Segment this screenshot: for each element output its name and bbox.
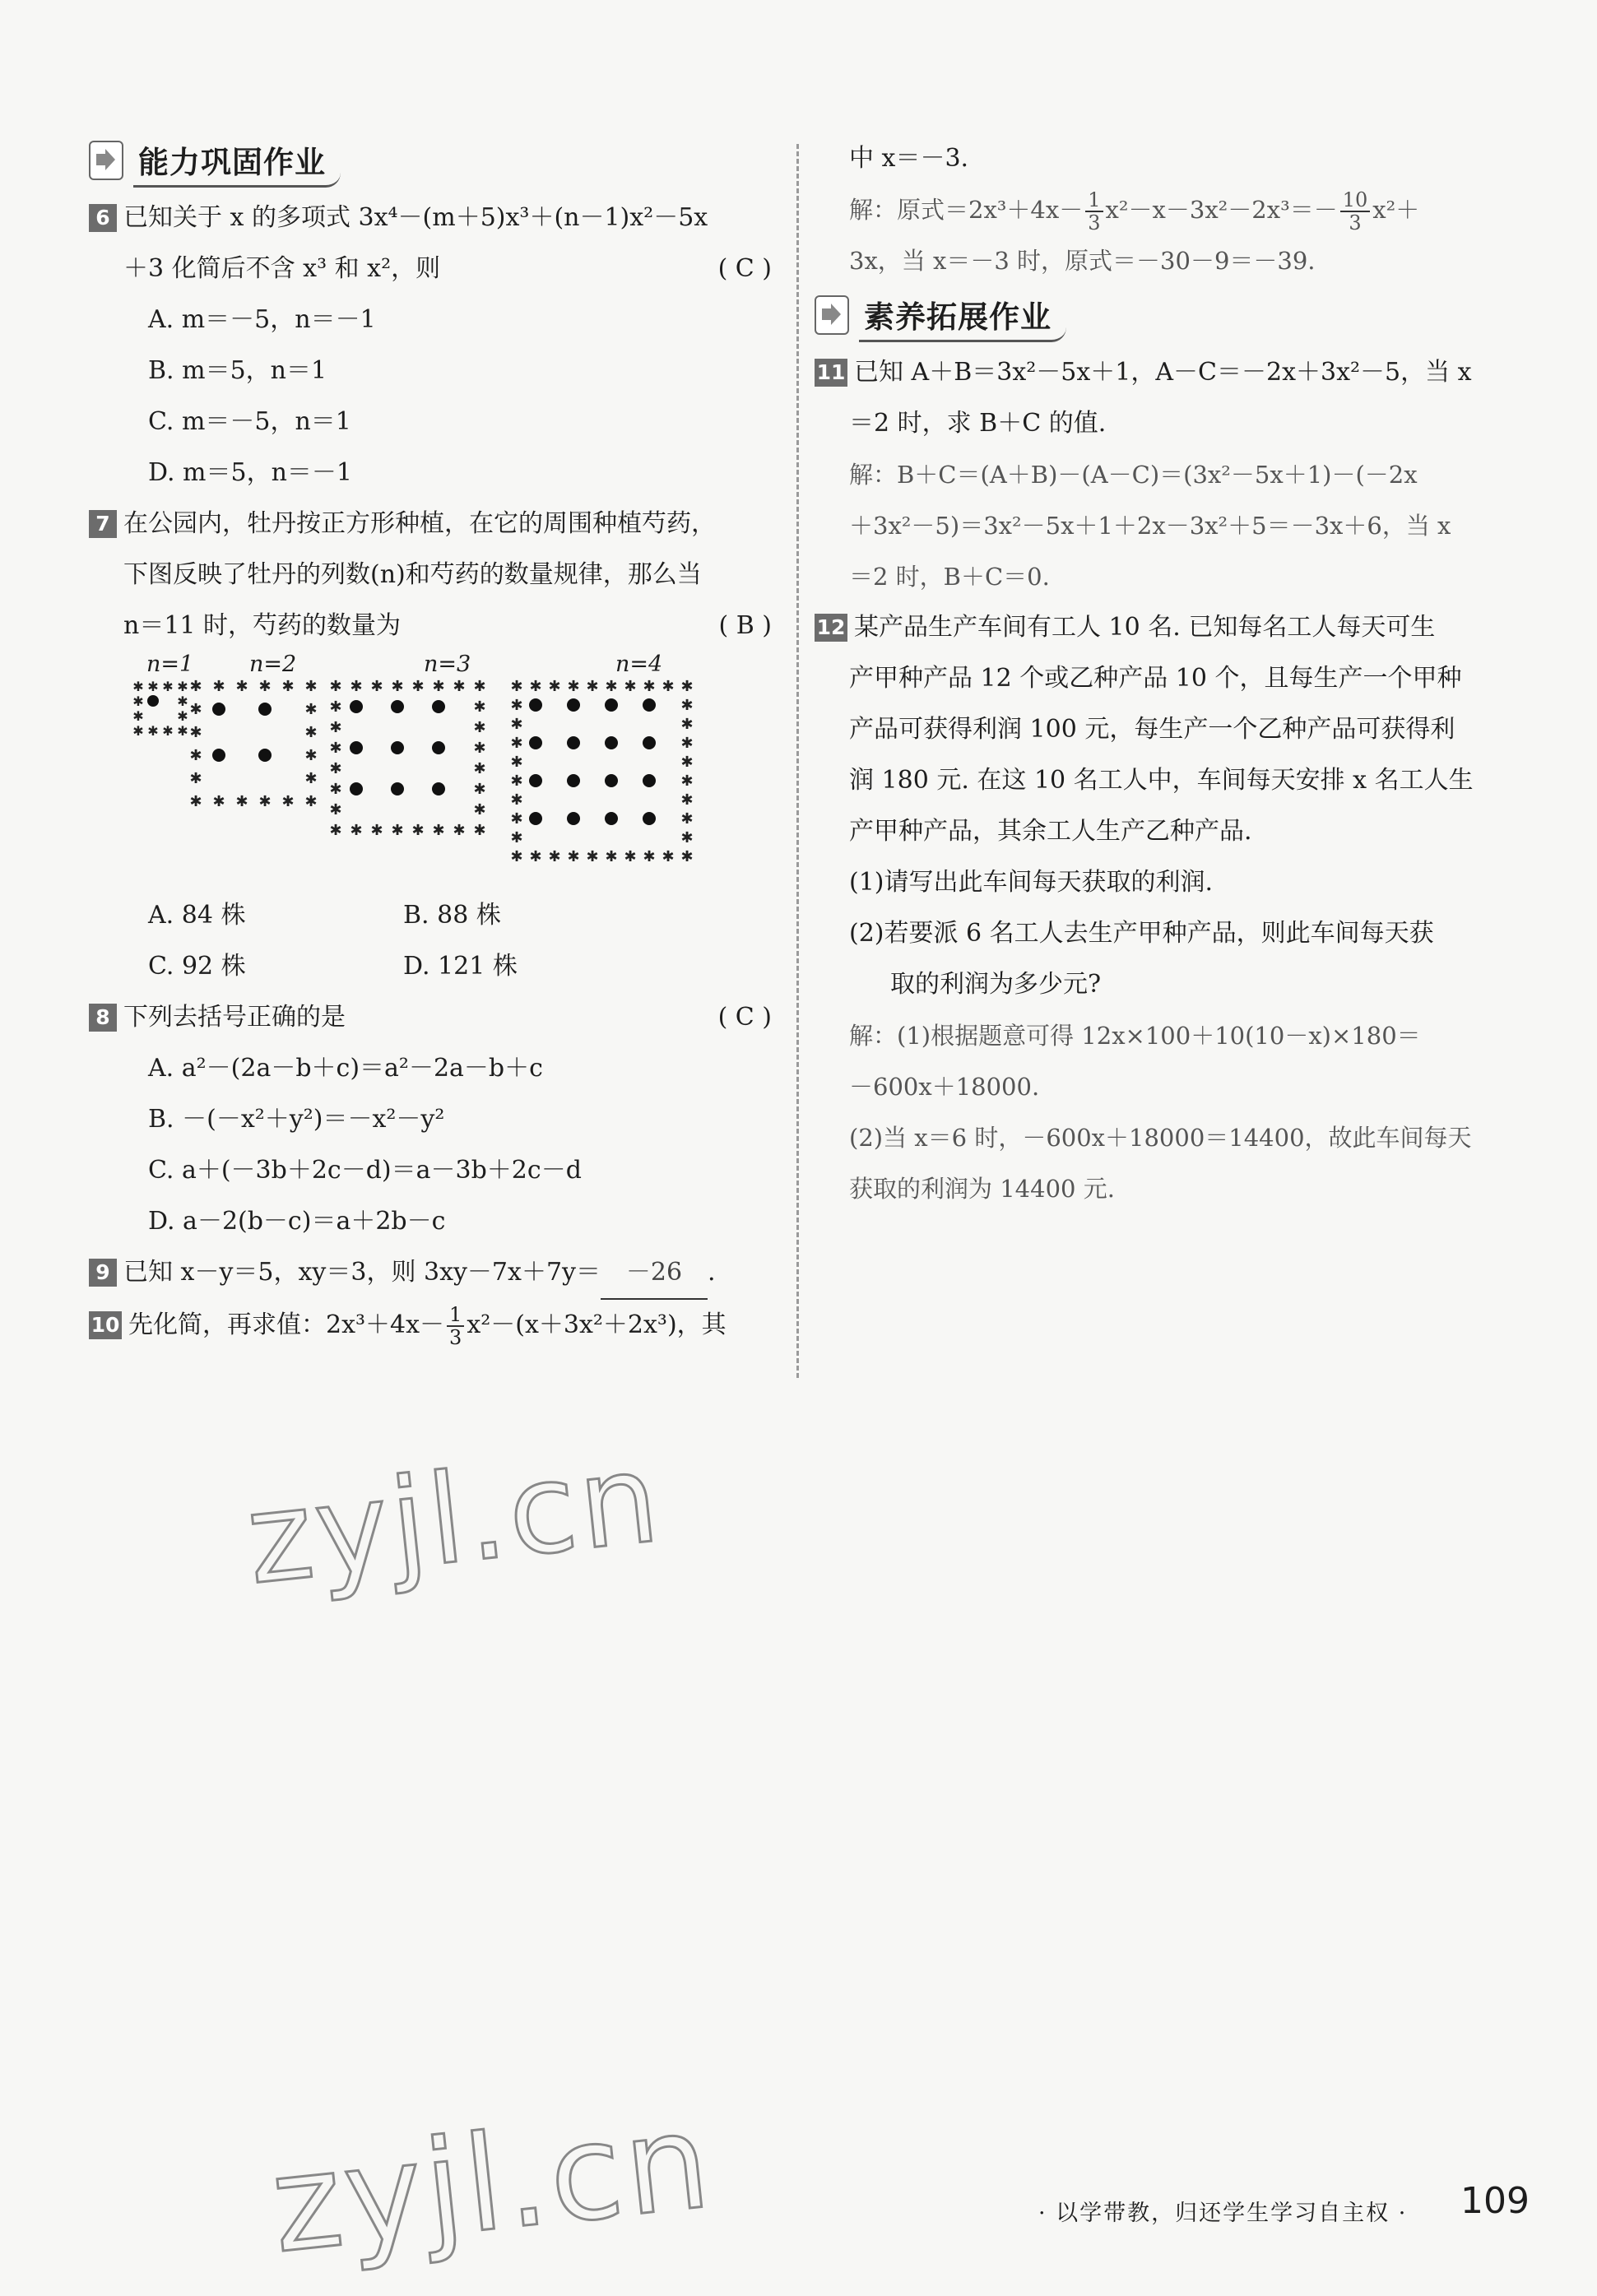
peony-border-star: ✱ [605,848,618,865]
question-text: 在公园内，牡丹按正方形种植，在它的周围种植芍药， [123,509,716,538]
peony-dot [258,749,272,762]
peony-dot [391,782,404,795]
peony-dot [432,741,445,754]
option: A. m＝－5，n＝－1 [148,305,376,334]
peony-border-star: ✱ [510,772,523,790]
peony-border-star: ✱ [304,701,318,718]
peony-border-star: ✱ [680,848,694,865]
peony-border-star: ✱ [329,822,342,839]
peony-dot [258,703,272,716]
peony-border-star: ✱ [281,793,295,810]
peony-border-star: ✱ [304,770,318,787]
peony-dot [567,736,580,749]
peony-border-star: ✱ [212,678,225,695]
peony-border-star: ✱ [510,791,523,809]
peony-border-star: ✱ [258,678,272,695]
peony-border-star: ✱ [350,822,363,839]
peony-border-star: ✱ [624,848,637,865]
peony-border-star: ✱ [132,693,144,709]
peony-dot [212,749,225,762]
question-part: (1)请写出此车间每天获取的利润. [849,868,1214,897]
peony-border-star: ✱ [162,723,174,739]
peony-border-star: ✱ [510,678,523,695]
right-column [815,133,1506,1214]
peony-border-star: ✱ [662,678,675,695]
solution-text [815,184,1506,235]
question-number: 10 [89,1311,122,1339]
peony-dot [643,698,656,712]
solution-text: －600x＋18000. [849,1073,1040,1101]
question-part: 取的利润为多少元? [890,970,1102,999]
section-title: 能力巩固作业 [133,134,341,188]
peony-border-star: ✱ [177,708,188,724]
question-text: 已知 A＋B＝3x²－5x＋1，A－C＝－2x＋3x²－5，当 x [854,358,1472,387]
peony-border-star: ✱ [147,679,159,694]
peony-border-star: ✱ [329,698,342,716]
peony-dot [567,774,580,787]
question-number: 12 [815,614,847,642]
solution-text: ＝2 时，B＋C＝0. [849,563,1050,591]
solution-part: x²－x－3x²－2x³＝－ [1105,196,1338,224]
watermark: zyjl.cn [264,2083,720,2283]
peony-border-star: ✱ [680,716,694,733]
peony-dot [147,695,159,707]
peony-dot [432,782,445,795]
peony-border-star: ✱ [510,810,523,828]
section-header-extension [815,286,1506,344]
solution-text: ＋3x²－5)＝3x²－5x＋1＋2x－3x²＋5＝－3x＋6，当 x [849,512,1451,540]
peony-border-star: ✱ [147,723,159,739]
question-8 [89,992,780,1247]
question-text: 先化简，再求值：2x³＋4x－ [128,1310,445,1339]
option: A. a²－(2a－b＋c)＝a²－2a－b＋c [148,1054,543,1083]
question-number: 8 [89,1004,117,1032]
peony-border-star: ✱ [453,822,466,839]
peony-dot [529,698,542,712]
peony-border-star: ✱ [189,747,202,764]
option: B. 88 株 [403,901,501,930]
question-11 [815,347,1506,602]
peony-border-star: ✱ [473,781,486,798]
peony-border-star: ✱ [548,678,561,695]
peony-dot [350,741,363,754]
peony-border-star: ✱ [680,754,694,771]
peony-dot [529,774,542,787]
question-7 [89,499,780,992]
question-text: 某产品生产车间有工人 10 名. 已知每名工人每天可生 [854,613,1436,642]
peony-border-star: ✱ [567,678,580,695]
peony-border-star: ✱ [680,678,694,695]
peony-dot [391,741,404,754]
figure-label: n=3 [424,652,471,677]
watermark: zyjl.cn [240,1426,668,1612]
peony-border-star: ✱ [411,678,425,695]
question-text: 已知 x－y＝5，xy＝3，则 3xy－7x＋7y＝ [123,1258,601,1287]
peony-dot [567,698,580,712]
peony-border-star: ✱ [473,678,486,695]
peony-border-star: ✱ [510,716,523,733]
peony-dot [567,812,580,825]
peony-dot [605,812,618,825]
answer-mark: ( B ) [718,611,772,640]
peony-border-star: ✱ [189,701,202,718]
peony-border-star: ✱ [586,848,599,865]
peony-border-star: ✱ [177,679,188,694]
option: C. m＝－5，n＝1 [148,407,351,436]
question-text: 润 180 元. 在这 10 名工人中，车间每天安排 x 名工人生 [849,766,1474,795]
option: C. 92 株 [148,952,246,981]
solution-part: x²＋ [1372,196,1420,224]
peony-dot [605,736,618,749]
option: C. a＋(－3b＋2c－d)＝a－3b＋2c－d [148,1156,582,1185]
peony-border-star: ✱ [680,829,694,847]
peony-dot [212,703,225,716]
option: D. 121 株 [403,952,518,981]
peony-border-star: ✱ [391,822,404,839]
peony-border-star: ✱ [304,724,318,741]
fraction-numerator: 10 [1340,189,1371,212]
peony-border-star: ✱ [329,740,342,757]
peony-dot [605,774,618,787]
peony-border-star: ✱ [132,679,144,694]
peony-dot [350,700,363,713]
peony-dot [643,774,656,787]
question-text: ＋3 化简后不含 x³ 和 x²，则 [123,254,441,283]
peony-border-star: ✱ [329,719,342,736]
question-part: (2)若要派 6 名工人去生产甲种产品，则此车间每天获 [849,919,1434,948]
question-number: 7 [89,510,117,538]
solution-text: 3x，当 x＝－3 时，原式＝－30－9＝－39. [849,247,1316,275]
peony-border-star: ✱ [304,793,318,810]
fraction-numerator: 1 [447,1304,464,1327]
solution-part: 解：原式＝2x³＋4x－ [849,196,1084,224]
question-text: 已知关于 x 的多项式 3x⁴－(m＋5)x³＋(n－1)x²－5x [123,203,708,232]
answer-blank: －26 [601,1247,708,1300]
option: A. 84 株 [148,901,246,930]
peony-border-star: ✱ [177,723,188,739]
fraction-denominator: 3 [1349,211,1362,234]
section-header-ability [89,132,780,189]
peony-border-star: ✱ [329,801,342,819]
figure-label: n=1 [146,652,194,677]
peony-border-star: ✱ [473,760,486,777]
section-title: 素养拓展作业 [859,289,1066,342]
peony-border-star: ✱ [189,770,202,787]
peony-dot [643,812,656,825]
option: B. m＝5，n＝1 [148,356,327,385]
question-text: x²－(x＋3x²＋2x³)，其 [467,1310,727,1339]
peony-border-star: ✱ [304,747,318,764]
answer-mark: ( C ) [717,1003,772,1032]
question-text: 下列去括号正确的是 [123,1003,346,1032]
question-text: 下图反映了牡丹的列数(n)和芍药的数量规律，那么当 [123,560,702,589]
question-12 [815,602,1506,1214]
peony-border-star: ✱ [624,678,637,695]
peony-dot [529,812,542,825]
solution-text: (2)当 x＝6 时，－600x＋18000＝14400，故此车间每天 [849,1124,1472,1152]
peony-border-star: ✱ [258,793,272,810]
peony-border-star: ✱ [643,848,656,865]
peony-border-star: ✱ [529,848,542,865]
left-column [89,132,780,1351]
column-divider [796,144,799,1378]
peony-dot [432,700,445,713]
fraction-denominator: 3 [1088,211,1101,234]
peony-border-star: ✱ [680,791,694,809]
peony-border-star: ✱ [586,678,599,695]
peony-border-star: ✱ [329,760,342,777]
options-row [89,890,780,941]
question-9 [89,1247,780,1300]
peony-border-star: ✱ [680,810,694,828]
arrow-icon [815,295,849,335]
peony-border-star: ✱ [304,678,318,695]
peony-border-star: ✱ [189,724,202,741]
question-text: 产品可获得利润 100 元，每生产一个乙种产品可获得利 [849,715,1455,744]
peony-border-star: ✱ [329,781,342,798]
peony-border-star: ✱ [235,793,248,810]
fraction-denominator: 3 [449,1326,462,1349]
peony-border-star: ✱ [567,848,580,865]
peony-border-star: ✱ [212,793,225,810]
page-number: 109 [1460,2180,1530,2222]
peony-dot [350,782,363,795]
peony-dot [529,736,542,749]
question-text: ＝2 时，求 B＋C 的值. [849,409,1107,438]
peony-border-star: ✱ [411,822,425,839]
peony-border-star: ✱ [281,678,295,695]
fraction-numerator: 1 [1085,189,1103,212]
question-end: . [707,1258,716,1287]
peony-border-star: ✱ [391,678,404,695]
peony-border-star: ✱ [177,693,188,709]
option: B. －(－x²＋y²)＝－x²－y² [148,1105,445,1134]
peony-border-star: ✱ [162,679,174,694]
figure-label: n=4 [615,652,663,677]
peony-border-star: ✱ [473,698,486,716]
solution-text: 解：(1)根据题意可得 12x×100＋10(10－x)×180＝ [849,1022,1421,1050]
peony-border-star: ✱ [662,848,675,865]
peony-border-star: ✱ [370,678,383,695]
peony-border-star: ✱ [432,678,445,695]
fraction [1340,189,1371,234]
peony-border-star: ✱ [680,697,694,714]
peony-border-star: ✱ [680,735,694,752]
question-text: 中 x＝－3. [849,144,969,173]
question-text: 产甲种产品，其余工人生产乙种产品. [849,817,1252,846]
peony-border-star: ✱ [605,678,618,695]
peony-border-star: ✱ [370,822,383,839]
peony-border-star: ✱ [453,678,466,695]
arrow-icon [89,141,123,180]
peony-dot [605,698,618,712]
peony-border-star: ✱ [529,678,542,695]
question-text: n＝11 时，芍药的数量为 [123,611,402,640]
solution-text: 解：B＋C＝(A＋B)－(A－C)＝(3x²－5x＋1)－(－2x [849,461,1418,489]
dot-grid-svg [130,676,755,890]
peony-border-star: ✱ [189,678,202,695]
question-text: 产甲种产品 12 个或乙种产品 10 个，且每生产一个甲种 [849,664,1462,693]
option: D. a－2(b－c)＝a＋2b－c [148,1207,446,1236]
question-number: 11 [815,359,847,387]
fraction [447,1304,464,1348]
figure-label: n=2 [249,652,297,677]
peony-border-star: ✱ [643,678,656,695]
peony-border-star: ✱ [235,678,248,695]
option: D. m＝5，n＝－1 [148,458,352,487]
planting-pattern-figure [130,652,755,890]
peony-border-star: ✱ [510,829,523,847]
peony-border-star: ✱ [510,697,523,714]
question-10 [89,1300,780,1351]
peony-border-star: ✱ [548,848,561,865]
options-row [89,941,780,992]
answer-mark: ( C ) [717,254,772,283]
peony-border-star: ✱ [510,848,523,865]
peony-border-star: ✱ [510,754,523,771]
peony-border-star: ✱ [473,822,486,839]
question-6 [89,192,780,499]
peony-border-star: ✱ [473,740,486,757]
question-number: 6 [89,204,117,232]
peony-border-star: ✱ [473,719,486,736]
peony-border-star: ✱ [132,708,144,724]
peony-border-star: ✱ [680,772,694,790]
peony-border-star: ✱ [473,801,486,819]
question-number: 9 [89,1259,117,1287]
footer-motto: · 以学带教，归还学生学习自主权 · [1038,2201,1408,2226]
peony-dot [391,700,404,713]
peony-border-star: ✱ [432,822,445,839]
fraction [1085,189,1103,234]
peony-border-star: ✱ [329,678,342,695]
peony-dot [643,736,656,749]
peony-border-star: ✱ [350,678,363,695]
peony-border-star: ✱ [189,793,202,810]
solution-text: 获取的利润为 14400 元. [849,1175,1115,1203]
peony-border-star: ✱ [132,723,144,739]
peony-border-star: ✱ [510,735,523,752]
